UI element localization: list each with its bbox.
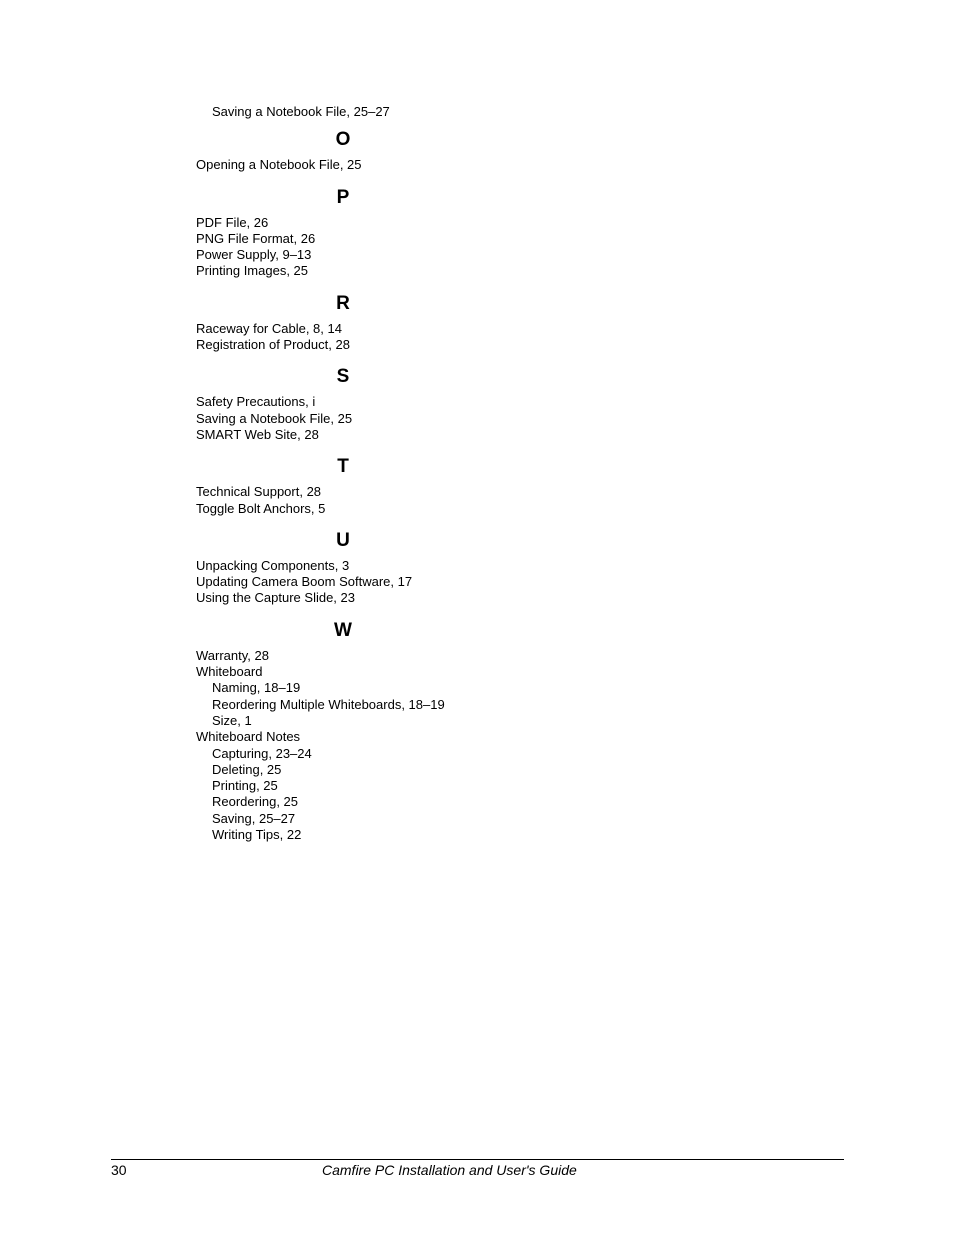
index-entry: PDF File, 26 <box>196 214 269 230</box>
index-entry: Updating Camera Boom Software, 17 <box>196 574 413 590</box>
index-entry: Saving a Notebook File, 25 <box>196 410 353 426</box>
page-number: 30 <box>111 1162 127 1178</box>
index-entry-carryover: Saving a Notebook File, 25–27 <box>212 104 390 119</box>
index-subentry: Saving, 25–27 <box>212 810 296 826</box>
index-letter-s: S <box>336 366 350 388</box>
index-entry: Unpacking Components, 3 <box>196 557 350 573</box>
index-letter-o: O <box>335 129 351 151</box>
index-entry: Using the Capture Slide, 23 <box>196 590 355 606</box>
index-subentry: Reordering Multiple Whiteboards, 18–19 <box>212 696 445 712</box>
index-entry: Whiteboard Notes <box>196 729 301 745</box>
index-letter-p: P <box>336 186 350 208</box>
index-entry: Warranty, 28 <box>196 647 269 663</box>
index-entry: Registration of Product, 28 <box>196 337 350 353</box>
index-subentry: Size, 1 <box>212 712 252 728</box>
index-entry: Toggle Bolt Anchors, 5 <box>196 500 326 516</box>
index-letter-w: W <box>334 619 352 641</box>
index-entry: Power Supply, 9–13 <box>196 247 312 263</box>
index-entry: Raceway for Cable, 8, 14 <box>196 320 342 336</box>
index-subentry: Naming, 18–19 <box>212 680 301 696</box>
index-subentry: Writing Tips, 22 <box>212 827 302 843</box>
index-entry: Safety Precautions, i <box>196 394 316 410</box>
index-entry: SMART Web Site, 28 <box>196 426 319 442</box>
index-subentry: Capturing, 23–24 <box>212 745 312 761</box>
index-entry: Printing Images, 25 <box>196 263 309 279</box>
footer-title: Camfire PC Installation and User's Guide <box>322 1162 577 1178</box>
index-list <box>196 104 496 843</box>
footer-divider <box>111 1159 844 1160</box>
index-entry: Whiteboard <box>196 664 263 680</box>
index-letter-u: U <box>336 529 350 551</box>
index-entry: Opening a Notebook File, 25 <box>196 157 362 173</box>
index-subentry: Deleting, 25 <box>212 761 282 777</box>
index-letter-t: T <box>337 456 349 478</box>
index-entry: PNG File Format, 26 <box>196 230 316 246</box>
index-subentry: Printing, 25 <box>212 778 278 794</box>
index-subentry: Reordering, 25 <box>212 794 298 810</box>
index-letter-r: R <box>336 292 350 314</box>
index-entry: Technical Support, 28 <box>196 484 322 500</box>
